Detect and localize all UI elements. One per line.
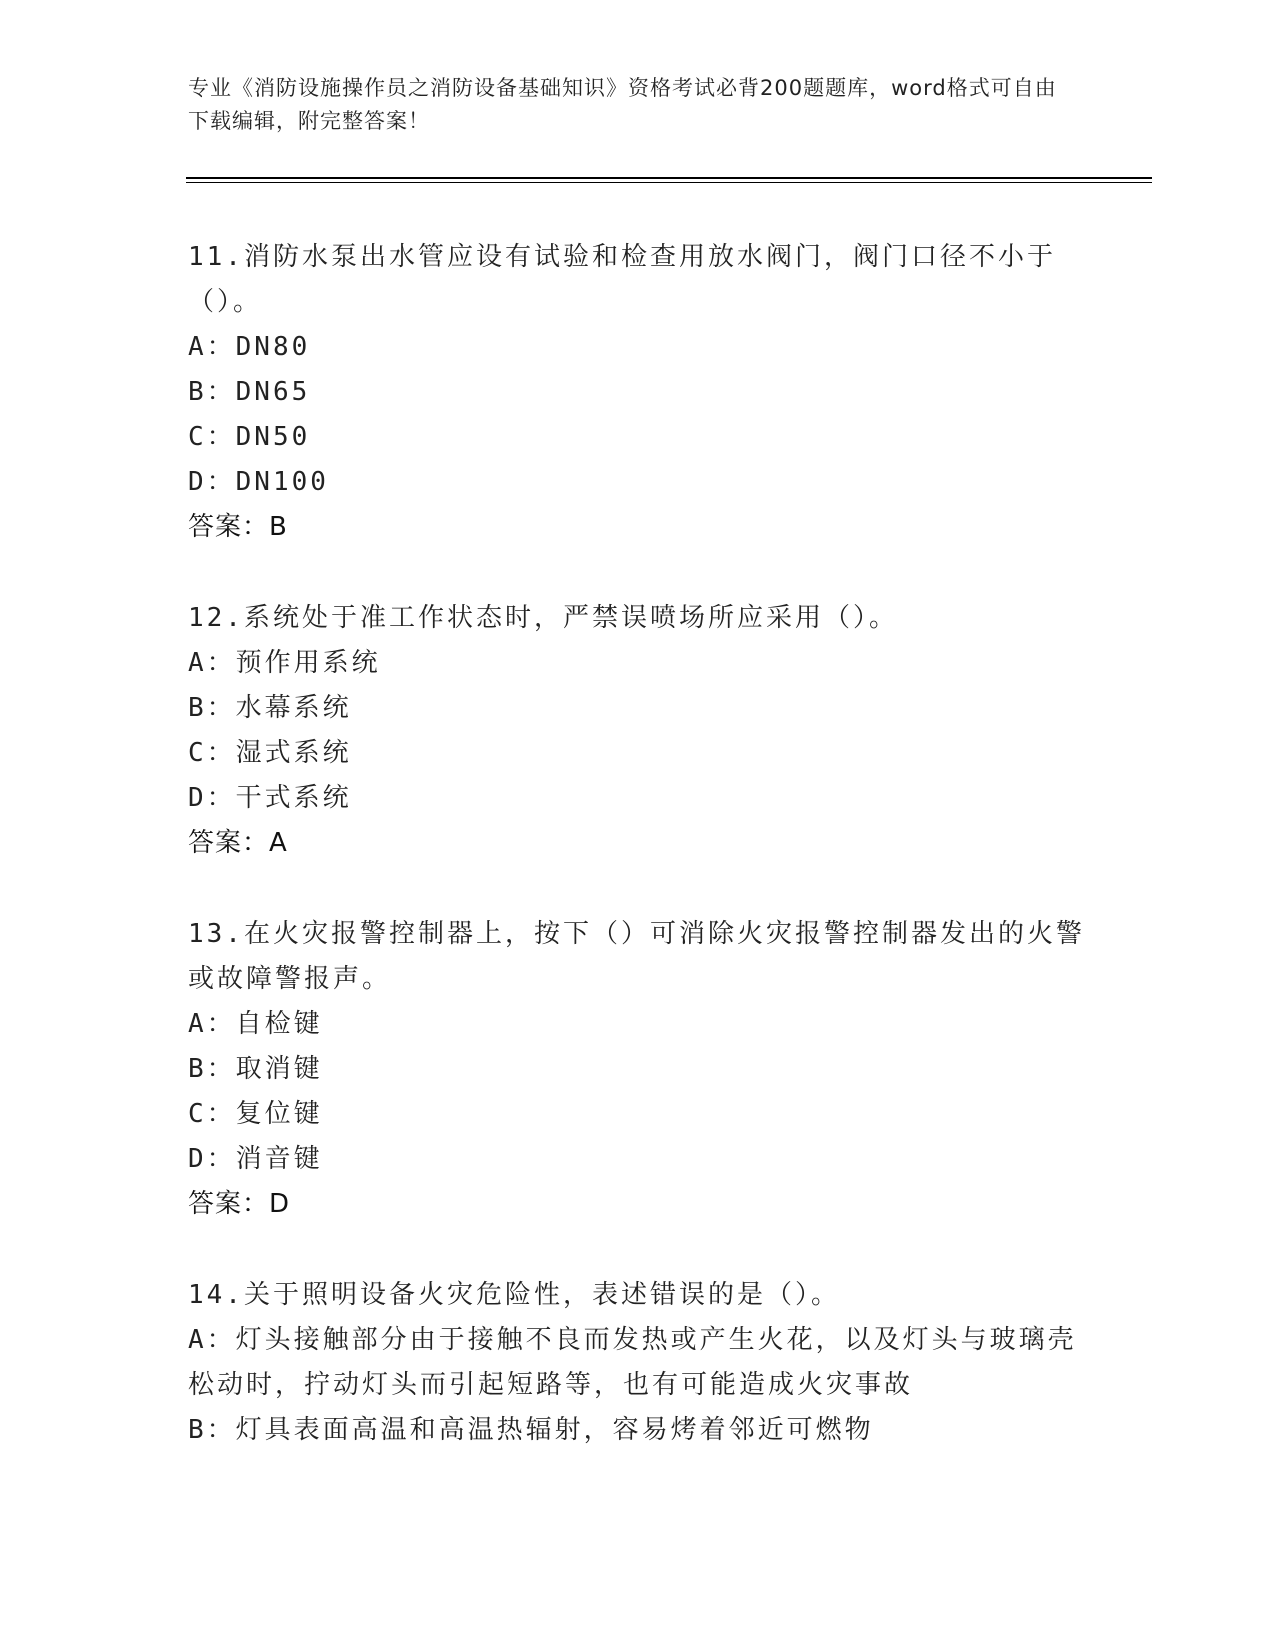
answer-line: 答案：A: [188, 828, 288, 858]
question-list: [188, 235, 1088, 1499]
option-a: A：灯头接触部分由于接触不良而发热或产生火花，以及灯头与玻璃壳松动时，拧动灯头而引起短路等，也有可能造成火灾事故: [188, 1325, 1077, 1400]
question-stem: 13.在火灾报警控制器上，按下（）可消除火灾报警控制器发出的火警或故障警报声。: [188, 919, 1085, 994]
question-stem: 14.关于照明设备火灾危险性，表述错误的是（）。: [188, 1280, 840, 1310]
option-a: A：DN80: [188, 332, 311, 362]
option-d: D：干式系统: [188, 783, 352, 813]
option-c: C：复位键: [188, 1099, 323, 1129]
header-divider-thick: [186, 177, 1152, 179]
question-12: [188, 596, 1088, 866]
option-b: B：水幕系统: [188, 693, 352, 723]
option-a: A：预作用系统: [188, 648, 381, 678]
option-b: B：取消键: [188, 1054, 323, 1084]
option-c: C：DN50: [188, 422, 311, 452]
question-13: [188, 912, 1088, 1227]
header-divider-thin: [186, 182, 1152, 183]
question-stem: 12.系统处于准工作状态时，严禁误喷场所应采用（）。: [188, 603, 898, 633]
document-intro: 专业《消防设施操作员之消防设备基础知识》资格考试必背200题题库，word格式可自由下载编辑，附完整答案！: [188, 76, 1057, 133]
option-b: B：DN65: [188, 377, 311, 407]
question-11: [188, 235, 1088, 550]
option-d: D：DN100: [188, 467, 329, 497]
option-a: A：自检键: [188, 1009, 323, 1039]
option-b: B：灯具表面高温和高温热辐射，容易烤着邻近可燃物: [188, 1415, 874, 1445]
question-stem: 11.消防水泵出水管应设有试验和检查用放水阀门，阀门口径不小于（）。: [188, 242, 1056, 317]
answer-line: 答案：D: [188, 1189, 291, 1219]
answer-line: 答案：B: [188, 512, 288, 542]
option-d: D：消音键: [188, 1144, 323, 1174]
option-c: C：湿式系统: [188, 738, 352, 768]
question-14: [188, 1273, 1088, 1453]
